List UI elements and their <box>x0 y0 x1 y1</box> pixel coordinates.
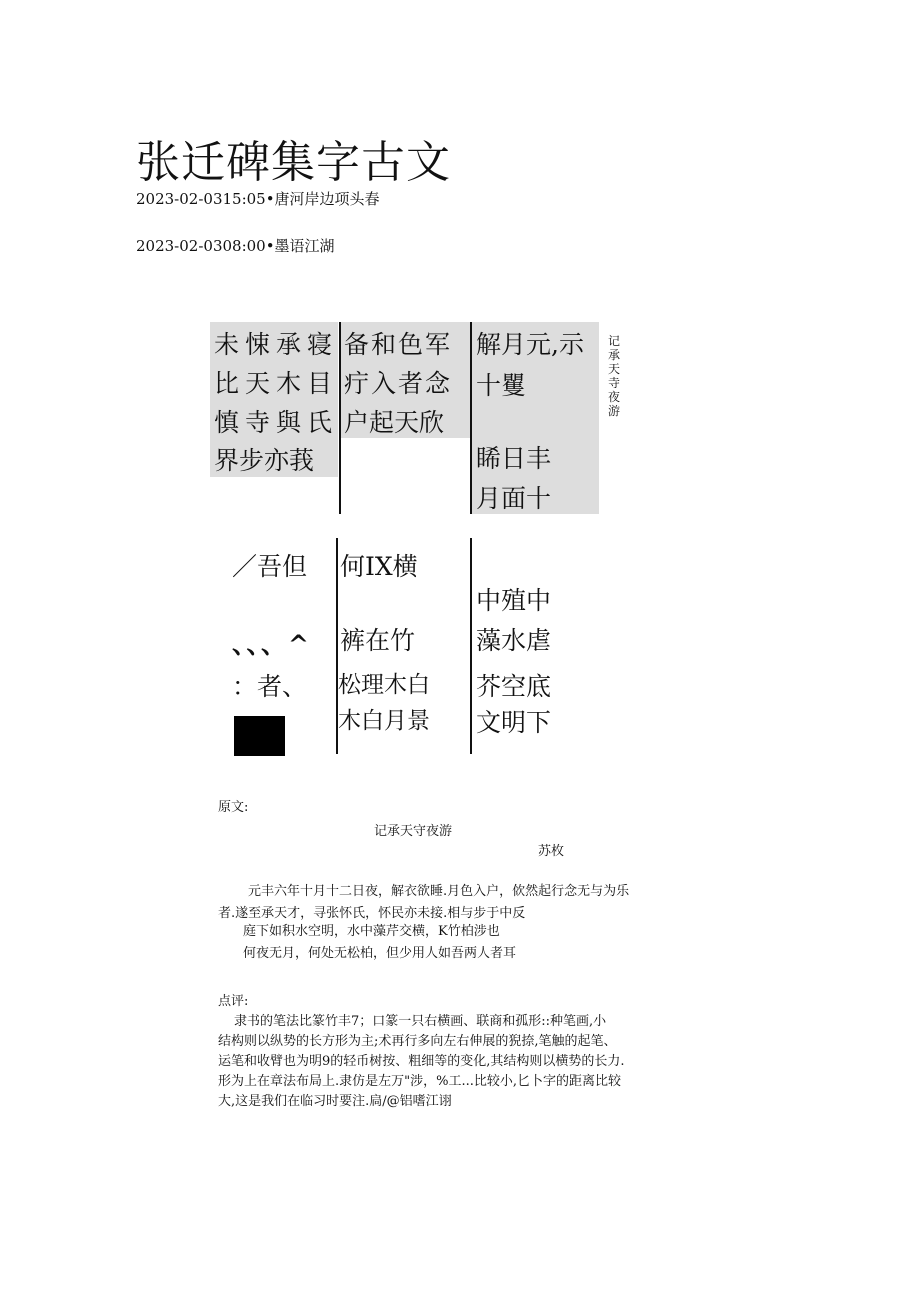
glyph-row: 备和色军 <box>344 330 453 359</box>
glyph-row: 户起天欣 <box>344 408 445 437</box>
original-line: 元丰六年十月十二日夜，解衣欲睡.月色入户，佽然起行念无与为乐 <box>248 884 630 899</box>
glyph-row: 十矍 <box>476 371 527 400</box>
glyph-row: 文明下 <box>476 708 552 737</box>
original-line: 何夜无月，何处无松柏，但少用人如吾两人者耳 <box>243 946 517 961</box>
glyph-row: 睎日丰 <box>476 444 552 473</box>
article-meta-1: 2023-02-0315:05•唐河岸边项头春 <box>136 190 380 208</box>
glyph-row: 木白月景 <box>338 708 430 734</box>
poem-title: 记承天守夜游 <box>374 824 453 839</box>
article-title: 张迁碑集字古文 <box>136 137 451 188</box>
poem-author: 苏枚 <box>538 844 565 859</box>
review-line: 结构则以纵势的长方形为主;术再行多向左右伸展的猊捺,笔触的起笔、 <box>218 1034 617 1049</box>
review-label: 点评: <box>218 994 249 1009</box>
original-line: 庭下如积水空明，水中藻芹交横，K竹柏涉也 <box>243 924 500 939</box>
glyph-row: 疔入者念 <box>344 369 453 398</box>
black-block <box>234 716 285 756</box>
glyph-row: ：者、 <box>232 672 308 701</box>
side-caption: 记承天寺夜游 <box>608 334 621 418</box>
glyph-row: 比天木目 <box>214 369 339 398</box>
glyph-row: 中殖中 <box>476 586 552 615</box>
glyph-row: 藻水虐 <box>476 626 552 655</box>
review-line: 隶书的笔法比篆竹丰7；口篆一只右横画、联商和孤形::种笔画,小 <box>234 1014 607 1029</box>
glyph-row: 何IX横 <box>340 552 418 581</box>
glyph-row: 界步亦莪 <box>214 446 315 475</box>
review-line: 形为上在章法布局上.隶仿是左万"涉，%工...比较小,匕卜字的距离比较 <box>218 1074 621 1089</box>
glyph-row: 慎寺與氏 <box>214 408 339 437</box>
article-meta-2: 2023-02-0308:00•墨语江湖 <box>136 237 335 255</box>
glyph-row: 松理木白 <box>338 672 430 698</box>
glyph-row: 、、、^ <box>232 630 311 659</box>
glyph-row: ／吾但 <box>232 552 308 581</box>
glyph-row: 未悚承寝 <box>214 330 339 359</box>
review-line: 大,这是我们在临习时要注.扃/@铝嗜江诩 <box>218 1094 452 1109</box>
glyph-row: 解月元,示 <box>476 330 584 359</box>
review-line: 运笔和收臂也为明9的轻币树按、粗细等的变化,其结构则以横势的长力. <box>218 1054 625 1069</box>
original-line: 者.遂至承天才，寻张怀氏，怀民亦未接.相与步于中反 <box>218 906 526 921</box>
glyph-row: 月面十 <box>476 484 552 513</box>
glyph-row: 裤在竹 <box>340 626 416 655</box>
original-label: 原文: <box>218 800 249 815</box>
glyph-row: 芥空底 <box>476 672 552 701</box>
